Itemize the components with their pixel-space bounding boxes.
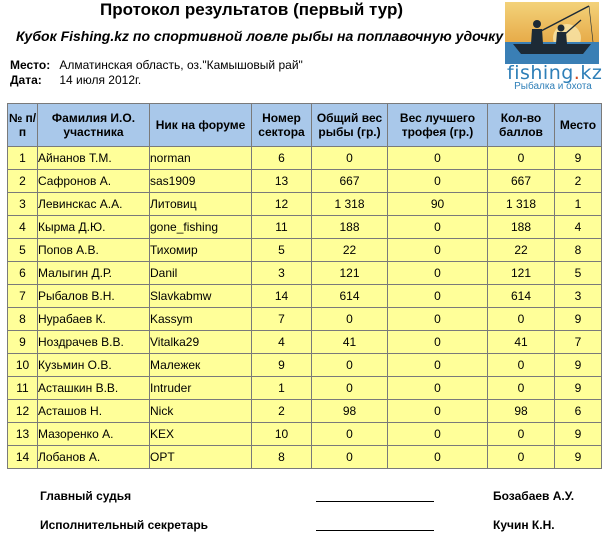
col-header-num: № п/п [8,104,38,147]
cell-name: Асташкин В.В. [38,377,150,400]
cell-total: 0 [312,308,388,331]
cell-name: Малыгин Д.Р. [38,262,150,285]
cell-nick: OPT [150,446,252,469]
cell-nick: Vitalka29 [150,331,252,354]
cell-sector: 1 [252,377,312,400]
cell-points: 0 [488,354,555,377]
cell-name: Рыбалов В.Н. [38,285,150,308]
cell-place: 5 [555,262,602,285]
judge-signature-line [316,501,434,502]
cell-sector: 2 [252,400,312,423]
cell-total: 0 [312,377,388,400]
cell-num: 1 [8,147,38,170]
table-row [8,147,602,170]
cell-points: 0 [488,446,555,469]
cell-num: 10 [8,354,38,377]
cell-sector: 10 [252,423,312,446]
col-header-sector: Номер сектора [252,104,312,147]
table-row [8,170,602,193]
cell-place: 9 [555,377,602,400]
cell-points: 0 [488,308,555,331]
cell-place: 1 [555,193,602,216]
page-title: Протокол результатов (первый тур) [100,0,404,19]
cell-name: Кырма Д.Ю. [38,216,150,239]
cell-total: 188 [312,216,388,239]
cell-place: 7 [555,331,602,354]
cell-total: 0 [312,147,388,170]
cell-trophy: 0 [388,308,488,331]
cell-points: 0 [488,377,555,400]
table-row [8,285,602,308]
cell-place: 6 [555,400,602,423]
place-row [10,58,303,72]
cell-num: 5 [8,239,38,262]
cell-points: 41 [488,331,555,354]
date-value: 14 июля 2012г. [59,73,142,87]
cell-sector: 9 [252,354,312,377]
table-row [8,400,602,423]
table-row [8,193,602,216]
cell-place: 9 [555,354,602,377]
cell-nick: Slavkabmw [150,285,252,308]
cell-nick: norman [150,147,252,170]
cell-trophy: 0 [388,262,488,285]
cell-place: 3 [555,285,602,308]
cell-points: 0 [488,147,555,170]
cell-total: 0 [312,446,388,469]
cell-trophy: 0 [388,285,488,308]
cell-total: 121 [312,262,388,285]
table-row [8,446,602,469]
cell-place: 9 [555,147,602,170]
cell-nick: Литовиц [150,193,252,216]
table-row [8,262,602,285]
date-row [10,73,141,87]
fishing-kz-logo [505,2,603,94]
cell-place: 9 [555,446,602,469]
cell-name: Левинскас А.А. [38,193,150,216]
logo-name-dot: . [573,62,581,84]
cell-points: 0 [488,423,555,446]
col-header-total: Общий вес рыбы (гр.) [312,104,388,147]
cell-sector: 14 [252,285,312,308]
cell-total: 614 [312,285,388,308]
secretary-label: Исполнительный секретарь [40,518,209,532]
cell-num: 2 [8,170,38,193]
cell-nick: Kassym [150,308,252,331]
place-value: Алматинская область, оз."Камышовый рай" [59,58,303,72]
fishing-scene-icon [505,2,599,64]
cell-sector: 4 [252,331,312,354]
cell-nick: Danil [150,262,252,285]
cell-sector: 6 [252,147,312,170]
date-label: Дата: [10,73,42,87]
cell-sector: 7 [252,308,312,331]
cell-trophy: 0 [388,147,488,170]
cell-total: 667 [312,170,388,193]
cell-nick: Тихомир [150,239,252,262]
results-table [7,103,602,469]
cell-num: 9 [8,331,38,354]
cell-total: 1 318 [312,193,388,216]
cell-place: 8 [555,239,602,262]
cell-sector: 12 [252,193,312,216]
cell-name: Ноздрачев В.В. [38,331,150,354]
cell-trophy: 0 [388,170,488,193]
cell-name: Мазоренко А. [38,423,150,446]
secretary-signature-line [316,530,434,531]
cell-place: 9 [555,423,602,446]
cell-total: 0 [312,354,388,377]
table-row [8,423,602,446]
cell-num: 4 [8,216,38,239]
cell-place: 4 [555,216,602,239]
cell-name: Сафронов А. [38,170,150,193]
table-row [8,354,602,377]
cell-name: Асташов Н. [38,400,150,423]
cell-trophy: 0 [388,216,488,239]
cell-name: Лобанов А. [38,446,150,469]
judge-label: Главный судья [40,489,132,503]
cell-trophy: 0 [388,354,488,377]
cell-sector: 13 [252,170,312,193]
cell-num: 11 [8,377,38,400]
cell-total: 22 [312,239,388,262]
table-row [8,377,602,400]
cell-total: 41 [312,331,388,354]
cell-total: 0 [312,423,388,446]
table-row [8,239,602,262]
table-header-row [8,104,602,147]
cell-name: Нурабаев К. [38,308,150,331]
page-subtitle: Кубок Fishing.kz по спортивной ловле рыбы на поплавочную удочку [16,28,504,44]
cell-trophy: 90 [388,193,488,216]
judge-name: Бозабаев А.У. [493,489,575,503]
cell-num: 3 [8,193,38,216]
col-header-nick: Ник на форуме [150,104,252,147]
cell-place: 9 [555,308,602,331]
col-header-name: Фамилия И.О. участника [38,104,150,147]
cell-nick: sas1909 [150,170,252,193]
cell-num: 7 [8,285,38,308]
table-row [8,216,602,239]
cell-nick: Intruder [150,377,252,400]
cell-num: 8 [8,308,38,331]
cell-trophy: 0 [388,446,488,469]
logo-tagline: Рыбалка и охота [514,81,592,92]
cell-points: 121 [488,262,555,285]
logo-name-tld: kz [580,62,603,84]
cell-trophy: 0 [388,331,488,354]
cell-points: 667 [488,170,555,193]
table-row [8,308,602,331]
cell-trophy: 0 [388,423,488,446]
cell-nick: gone_fishing [150,216,252,239]
cell-sector: 5 [252,239,312,262]
cell-nick: KEX [150,423,252,446]
cell-num: 6 [8,262,38,285]
cell-total: 98 [312,400,388,423]
cell-points: 188 [488,216,555,239]
cell-num: 12 [8,400,38,423]
logo-name-main: fishing [507,62,574,84]
cell-points: 22 [488,239,555,262]
cell-num: 14 [8,446,38,469]
cell-place: 2 [555,170,602,193]
cell-points: 1 318 [488,193,555,216]
cell-points: 98 [488,400,555,423]
place-label: Место: [10,58,51,72]
cell-sector: 3 [252,262,312,285]
col-header-points: Кол-во баллов [488,104,555,147]
secretary-name: Кучин К.Н. [493,518,555,532]
cell-sector: 8 [252,446,312,469]
cell-trophy: 0 [388,400,488,423]
cell-name: Кузьмин О.В. [38,354,150,377]
cell-trophy: 0 [388,239,488,262]
cell-name: Айнанов Т.М. [38,147,150,170]
col-header-place: Место [555,104,602,147]
cell-trophy: 0 [388,377,488,400]
cell-num: 13 [8,423,38,446]
cell-sector: 11 [252,216,312,239]
col-header-trophy: Вес лучшего трофея (гр.) [388,104,488,147]
cell-nick: Nick [150,400,252,423]
cell-points: 614 [488,285,555,308]
cell-nick: Малежек [150,354,252,377]
table-row [8,331,602,354]
cell-name: Попов А.В. [38,239,150,262]
